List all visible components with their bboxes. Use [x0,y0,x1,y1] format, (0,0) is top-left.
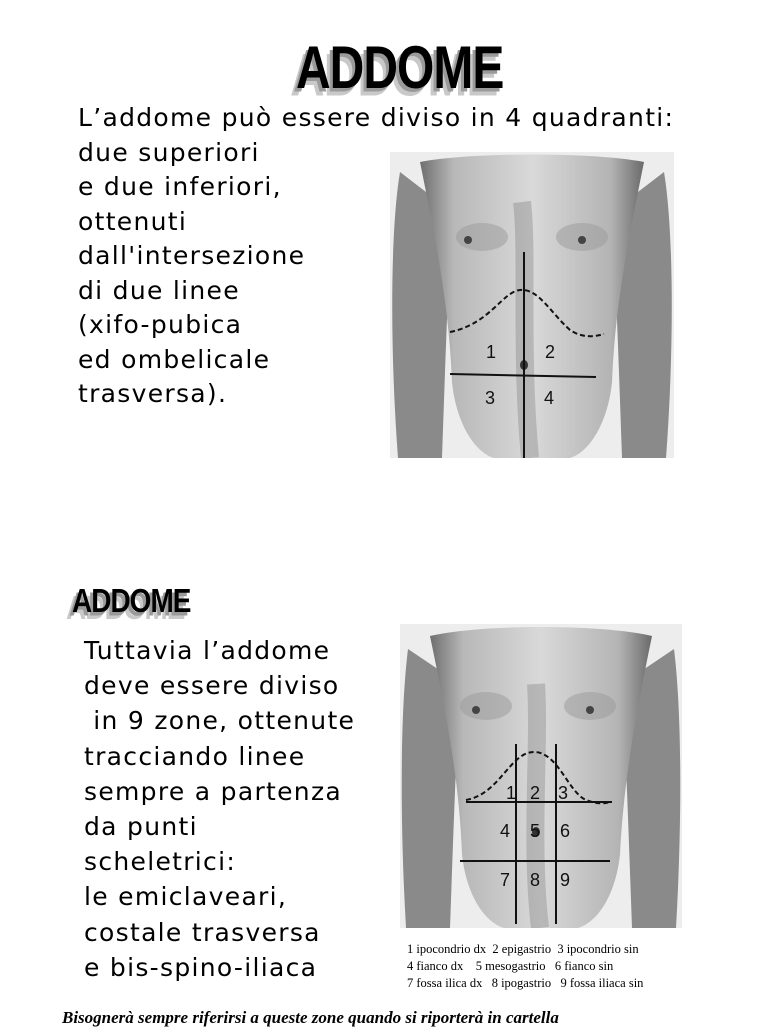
zone-label: 2 [530,783,541,803]
zone-label: 4 [500,821,511,841]
zone-label: 9 [560,870,571,890]
text-line: sempre a partenza [84,776,342,806]
zone-label: 6 [560,821,571,841]
text-line: deve essere diviso [84,671,340,701]
legend-line: 4 fianco dx 5 mesogastrio 6 fianco sin [407,959,614,973]
text-line: e bis-spino-iliaca [84,952,318,982]
zones-legend [407,941,643,992]
quadrant-label: 1 [486,342,497,362]
quadrant-label: 4 [544,388,555,408]
legend-line: 1 ipocondrio dx 2 epigastrio 3 ipocondrio sin [407,942,639,956]
slide2-title: ADDOME [72,582,191,620]
quadrant-label: 3 [485,388,496,408]
text-line: dall'intersezione [78,241,306,270]
text-line: di due linee [78,275,240,305]
text-line: scheletrici: [84,847,237,877]
text-line: Tuttavia l’addome [84,636,331,665]
footer-note: Bisognerà sempre riferirsi a queste zone quando si riporterà in cartella [62,1008,559,1027]
text-line: da punti [84,811,198,841]
abdomen-quadrants-photo [390,152,674,458]
slide2-text [84,633,355,985]
text-line: e due inferiori, [78,172,282,201]
abdomen-nine-zones-photo [400,624,682,928]
slide1-title: ADDOME [296,35,504,102]
text-line: in 9 zone, ottenute [84,706,356,736]
zone-label: 8 [530,870,541,890]
legend-line: 7 fossa ilica dx 8 ipogastrio 9 fossa iliaca sin [407,976,644,990]
zone-label: 7 [500,870,511,890]
zone-label: 3 [558,783,569,803]
zone-label: 1 [506,783,517,803]
text-line: le emiclaveari, [84,882,288,912]
text-line: L’addome può essere diviso in 4 quadranti: [78,103,675,132]
text-line: tracciando linee [84,741,306,771]
text-line: costale trasversa [84,917,321,947]
text-line: due superiori [78,137,260,167]
text-line: ottenuti [78,206,188,236]
quadrant-label: 2 [545,342,556,362]
text-line: (xifo-pubica [78,310,243,339]
text-line: ed ombelicale [78,344,271,374]
text-line: trasversa). [78,379,228,408]
zone-label: 5 [530,821,541,841]
